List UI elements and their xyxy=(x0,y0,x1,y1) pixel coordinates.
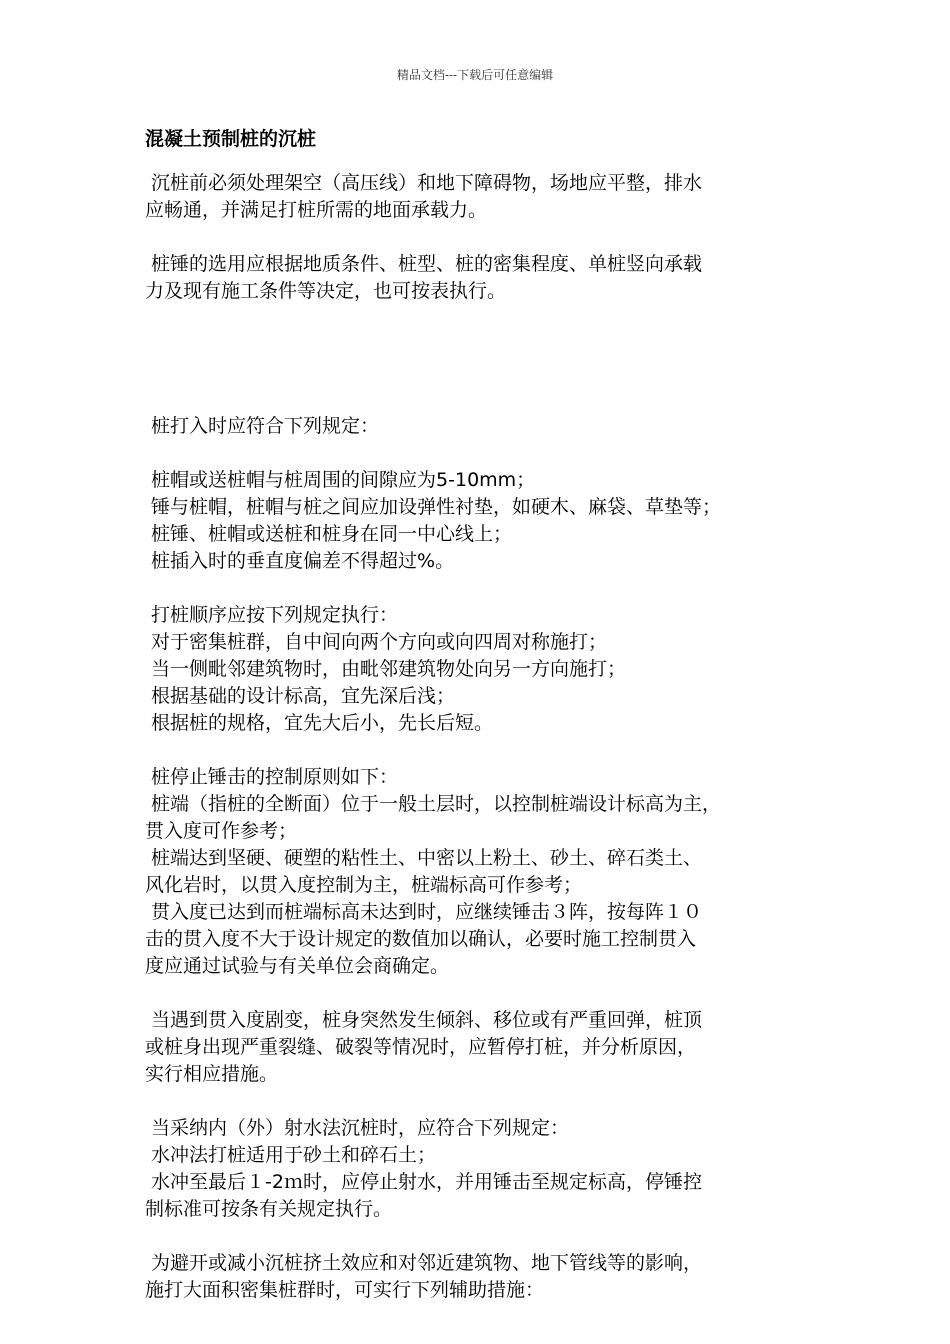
text-line: 桩帽或送桩帽与桩周围的间隙应为5-10mm； xyxy=(145,469,536,491)
text-line: 水冲法打桩适用于砂土和碎石土； xyxy=(145,1144,437,1166)
text-line: 锤与桩帽，桩帽与桩之间应加设弹性衬垫，如硬木、麻袋、草垫等； xyxy=(145,496,722,518)
document-body xyxy=(145,170,835,1331)
text-line: 桩锤的选用应根据地质条件、桩型、桩的密集程度、单桩竖向承载 xyxy=(145,253,703,275)
text-line: 桩插入时的垂直度偏差不得超过%。 xyxy=(145,550,455,572)
paragraph-abnormal-conditions xyxy=(145,1007,835,1088)
paragraph-auxiliary-measures xyxy=(145,1250,835,1304)
document-title: 混凝土预制桩的沉桩 xyxy=(145,128,317,150)
text-line: 打桩顺序应按下列规定执行： xyxy=(145,604,399,626)
page-header: 精品文档---下载后可任意编辑 xyxy=(396,68,554,82)
text-line: 根据基础的设计标高，宜先深后浅； xyxy=(145,685,456,707)
text-line: 桩端（指桩的全断面）位于一般土层时，以控制桩端设计标高为主， xyxy=(145,793,722,815)
paragraph-driving-rules xyxy=(145,467,835,575)
text-line: 当一侧毗邻建筑物时，由毗邻建筑物处向另一方向施打； xyxy=(145,658,627,680)
text-line: 根据桩的规格，宜先大后小，先长后短。 xyxy=(145,712,494,734)
paragraph-site-preparation xyxy=(145,170,835,224)
text-line: 施打大面积密集桩群时，可实行下列辅助措施： xyxy=(145,1279,545,1301)
text-line: 实行相应措施。 xyxy=(145,1063,279,1085)
text-line: 力及现有施工条件等决定，也可按表执行。 xyxy=(145,280,507,302)
text-line: 桩打入时应符合下列规定： xyxy=(145,415,380,437)
text-line: 贯入度已达到而桩端标高未达到时，应继续锤击３阵，按每阵１０ xyxy=(145,901,703,923)
text-line: 贯入度可作参考； xyxy=(145,820,298,842)
text-line: 或桩身出现严重裂缝、破裂等情况时，应暂停打桩，并分析原因， xyxy=(145,1036,697,1058)
paragraph-driving-sequence xyxy=(145,602,835,737)
text-line: 为避开或减小沉桩挤土效应和对邻近建筑物、地下管线等的影响， xyxy=(145,1252,703,1274)
paragraph-driving-rules-heading xyxy=(145,413,835,440)
text-line: 水冲至最后１-2ｍ时，应停止射水，并用锤击至规定标高，停锤控 xyxy=(145,1171,702,1193)
text-line: 应畅通，并满足打桩所需的地面承载力。 xyxy=(145,199,488,221)
text-line: 当采纳内（外）射水法沉桩时，应符合下列规定： xyxy=(145,1117,570,1139)
paragraph-hammer-selection xyxy=(145,251,835,305)
text-line: 击的贯入度不大于设计规定的数值加以确认，必要时施工控制贯入 xyxy=(145,928,697,950)
text-line: 度应通过试验与有关单位会商确定。 xyxy=(145,955,450,977)
text-line: 沉桩前必须处理架空（高压线）和地下障碍物，场地应平整，排水 xyxy=(145,172,703,194)
text-line: 风化岩时，以贯入度控制为主，桩端标高可作参考； xyxy=(145,874,583,896)
text-line: 制标准可按条有关规定执行。 xyxy=(145,1198,393,1220)
paragraph-water-jetting xyxy=(145,1115,835,1223)
text-line: 桩锤、桩帽或送桩和桩身在同一中心线上； xyxy=(145,523,513,545)
text-line: 对于密集桩群，自中间向两个方向或向四周对称施打； xyxy=(145,631,608,653)
text-line: 桩停止锤击的控制原则如下： xyxy=(145,766,399,788)
text-line: 当遇到贯入度剧变，桩身突然发生倾斜、移位或有严重回弹，桩顶 xyxy=(145,1009,703,1031)
text-line: 桩端达到坚硬、硬塑的粘性土、中密以上粉土、砂土、碎石类土、 xyxy=(145,847,703,869)
paragraph-stop-criteria xyxy=(145,764,835,980)
